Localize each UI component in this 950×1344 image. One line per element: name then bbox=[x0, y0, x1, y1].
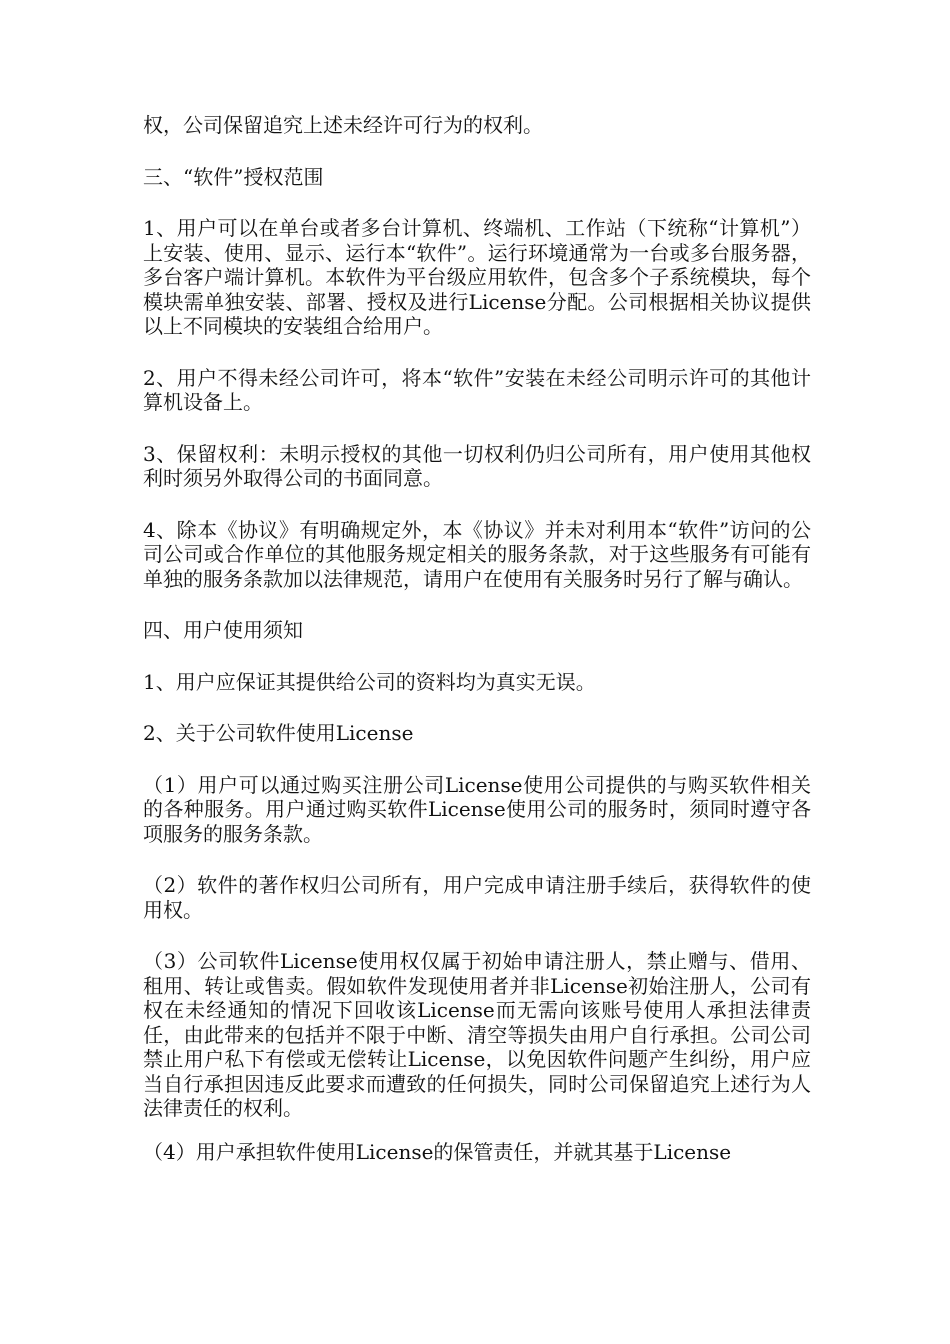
document-body bbox=[143, 113, 811, 1164]
paragraph-license-item-3: （3）公司软件License使用权仅属于初始申请注册人，禁止赠与、借用、租用、转让或售卖。假如软件发现使用者并非License初始注册人，公司有权在未经通知的情况下回收该License而无需向该账号使用人承担法律责任，由此带来的包括并不限于中断、清空等损失由用户自行承担。公司公司禁止用户私下有偿或无偿转让License，以免因软件问题产生纠纷，用户应当自行承担因违反此要求而遭致的任何损失，同时公司保留追究上述行为人法律责任的权利。 bbox=[143, 949, 811, 1120]
paragraph-notice-2: 2、关于公司软件使用License bbox=[143, 721, 414, 745]
paragraph-license-item-4: （4）用户承担软件使用License的保管责任，并就其基于License bbox=[143, 1139, 732, 1164]
paragraph-license-item-1: （1）用户可以通过购买注册公司License使用公司提供的与购买软件相关的各种服务。用户通过购买软件License使用公司的服务时，须同时遵守各项服务的服务条款。 bbox=[143, 772, 811, 846]
section-heading-license-scope: 三、“软件”授权范围 bbox=[143, 164, 324, 189]
paragraph-scope-2: 2、用户不得未经公司许可，将本“软件”安装在未经公司明示许可的其他计算机设备上。 bbox=[143, 365, 811, 414]
paragraph-scope-1: 1、用户可以在单台或者多台计算机、终端机、工作站（下统称“计算机”）上安装、使用、显示、运行本“软件”。运行环境通常为一台或多台服务器，多台客户端计算机。本软件为平台级应用软件，包含多个子系统模块，每个模块需单独安装、部署、授权及进行License分配。公司根据相关协议提供以上不同模块的安装组合给用户。 bbox=[143, 216, 811, 338]
section-heading-user-notice: 四、用户使用须知 bbox=[143, 618, 303, 642]
paragraph-license-item-2: （2）软件的著作权归公司所有，用户完成申请注册手续后，获得软件的使用权。 bbox=[143, 873, 811, 922]
paragraph-notice-1: 1、用户应保证其提供给公司的资料均为真实无误。 bbox=[143, 669, 596, 694]
paragraph-scope-4: 4、除本《协议》有明确规定外，本《协议》并未对利用本“软件”访问的公司公司或合作单位的其他服务规定相关的服务条款，对于这些服务有可能有单独的服务条款加以法律规范，请用户在使用有关服务时另行了解与确认。 bbox=[143, 517, 811, 591]
paragraph-rights-reserved: 权，公司保留追究上述未经许可行为的权利。 bbox=[143, 113, 543, 137]
paragraph-scope-3: 3、保留权利：未明示授权的其他一切权利仍归公司所有，用户使用其他权利时须另外取得公司的书面同意。 bbox=[143, 441, 811, 490]
